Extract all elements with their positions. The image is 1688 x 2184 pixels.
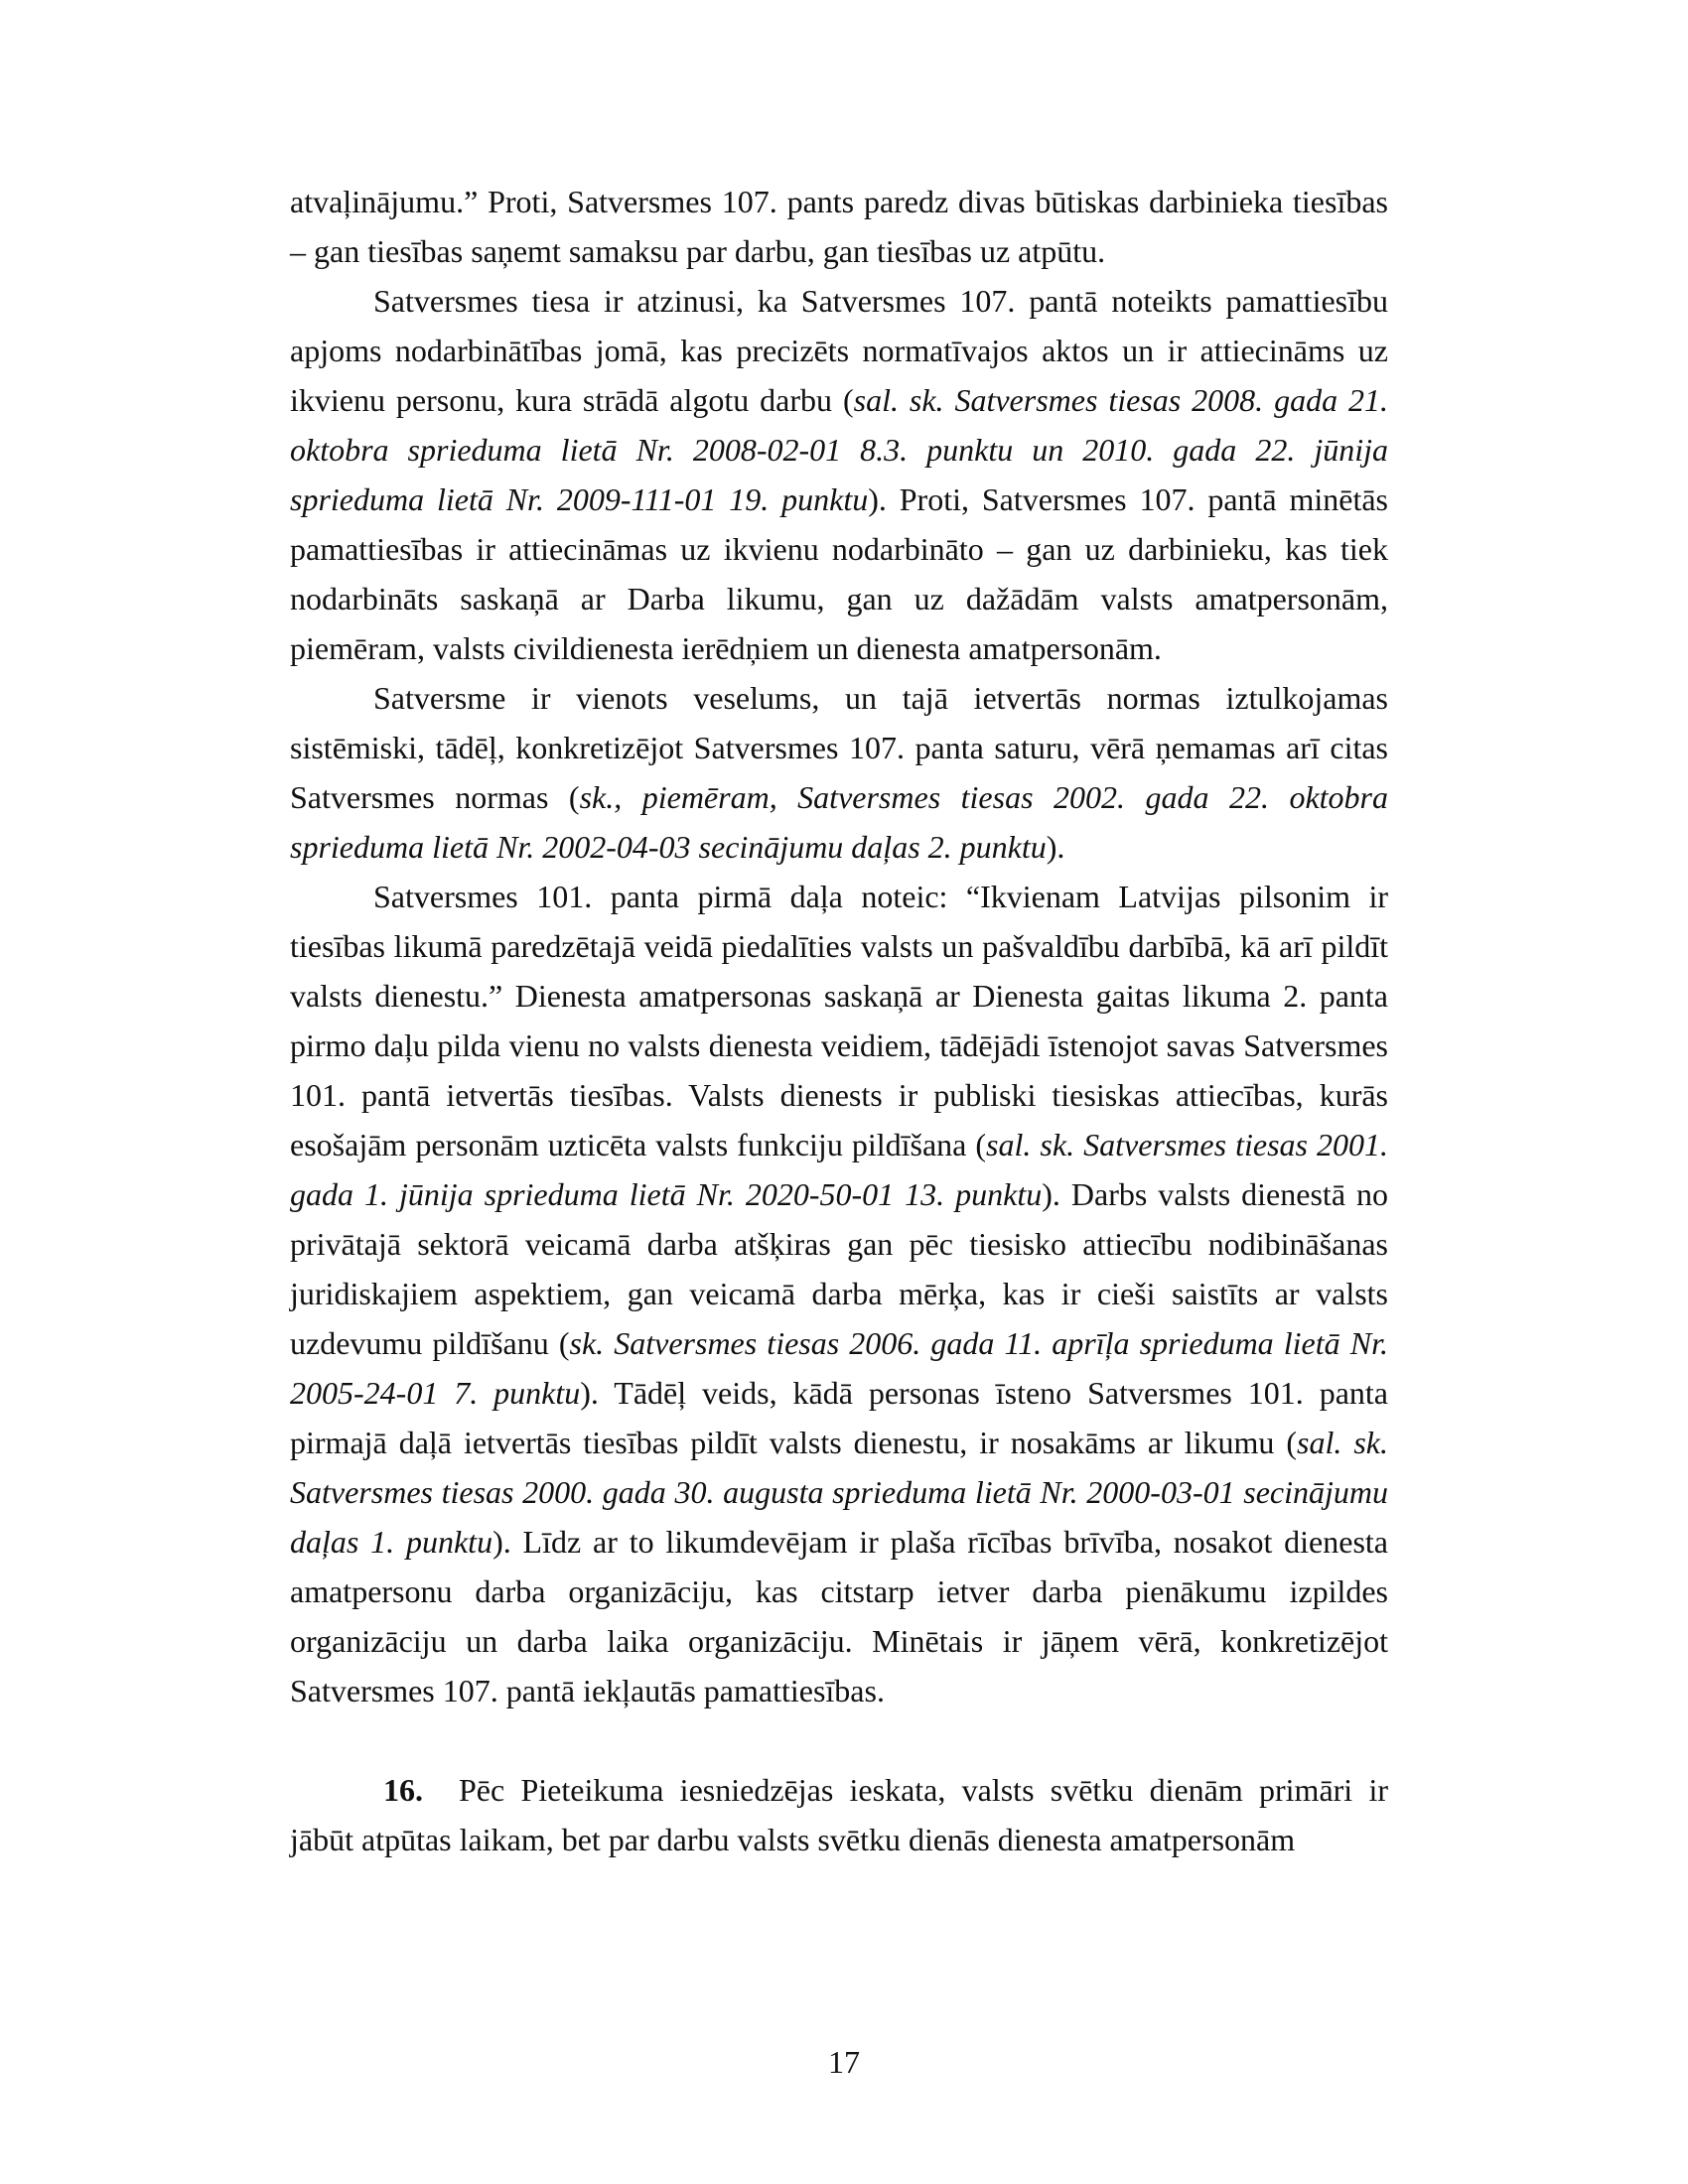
- citation: sk., piemēram, Satversmes tiesas 2002. gada 22. oktobra sprieduma lietā Nr. 2002-04-03 secinājumu daļas 2. punktu: [290, 779, 1388, 865]
- citation: sk. Satversmes tiesas 2006. gada 11. aprīļa sprieduma lietā Nr. 2005-24-01 7. punktu: [290, 1325, 1389, 1411]
- section-16-text: Pēc Pieteikuma iesniedzējas ieskata, valsts svētku dienām primāri ir jābūt atpūtas laikam, bet par darbu valsts svētku dienās dienesta amatpersonām: [290, 1772, 1388, 1857]
- citation: sal. sk. Satversmes tiesas 2008. gada 21. oktobra sprieduma lietā Nr. 2008-02-01 8.3. punktu un 2010. gada 22. jūnija sprieduma lietā Nr. 2009-111-01 19. punktu: [290, 382, 1389, 517]
- citation: sal. sk. Satversmes tiesas 2001. gada 1. jūnija sprieduma lietā Nr. 2020-50-01 13. punktu: [290, 1127, 1388, 1212]
- paragraph-3: [290, 673, 1388, 872]
- section-16: [290, 1765, 1388, 1864]
- paragraph-1: [290, 177, 1388, 276]
- paragraph-3-text: Satversme ir vienots veselums, un tajā ietvertās normas iztulkojamas sistēmiski, tādēļ, konkretizējot Satversmes 107. panta saturu, vērā ņemamas arī citas Satversmes normas (: [290, 680, 1388, 815]
- paragraph-4-text: Satversmes 101. panta pirmā daļa noteic: “Ikvienam Latvijas pilsonim ir tiesības likumā paredzētajā veidā piedalīties valsts un pašvaldību darbībā, kā arī pildīt valsts dienestu.” Dienesta amatpersonas saskaņā ar Dienesta gaitas likuma 2. panta pirmo daļu pilda vienu no valsts dienesta veidiem, tādējādi īstenojot savas Satversmes 101. pantā ietvertās tiesības. Valsts dienests ir publiski tiesiskas attiecības, kurās esošajām personām uzticēta valsts funkciju pildīšana (: [290, 879, 1388, 1162]
- paragraph-2-text-cont: ). Proti, Satversmes 107. pantā minētās pamattiesības ir attiecināmas uz ikvienu nodarbināto – gan uz darbinieku, kas tiek nodarbināts saskaņā ar Darba likumu, gan uz dažādām valsts amatpersonām, piemēram, valsts civildienesta ierēdņiem un dienesta amatpersonām.: [290, 481, 1389, 666]
- paragraph-4-text-cont: ). Darbs valsts dienestā no privātajā sektorā veicamā darba atšķiras gan pēc tiesisko attiecību nodibināšanas juridiskajiem aspektiem, gan veicamā darba mērķa, kas ir cieši saistīts ar valsts uzdevumu pildīšanu (: [290, 1176, 1389, 1361]
- section-number: 16.: [383, 1772, 423, 1808]
- paragraph-2-text: Satversmes tiesa ir atzinusi, ka Satversmes 107. pantā noteikts pamattiesību apjoms nodarbinātības jomā, kas precizēts normatīvajos aktos un ir attiecināms uz ikvienu personu, kura strādā algotu darbu (: [290, 283, 1388, 418]
- document-body: [290, 177, 1388, 1864]
- paragraph-2: [290, 276, 1388, 673]
- paragraph-4: [290, 872, 1388, 1715]
- page-number: 17: [828, 2044, 860, 2080]
- paragraph-4-text-cont: ). Līdz ar to likumdevējam ir plaša rīcības brīvība, nosakot dienesta amatpersonu darba organizāciju, kas citstarp ietver darba pienākumu izpildes organizāciju un darba laika organizāciju. Minētais ir jāņem vērā, konkretizējot Satversmes 107. pantā iekļautās pamattiesības.: [290, 1524, 1389, 1708]
- citation: sal. sk. Satversmes tiesas 2000. gada 30. augusta sprieduma lietā Nr. 2000-03-01 secinājumu daļas 1. punktu: [290, 1425, 1389, 1560]
- paragraph-4-text-cont: ). Tādēļ veids, kādā personas īsteno Satversmes 101. panta pirmajā daļā ietvertās tiesības pildīt valsts dienestu, ir nosakāms ar likumu (: [290, 1375, 1389, 1460]
- paragraph-1-text: atvaļinājumu.” Proti, Satversmes 107. pants paredz divas būtiskas darbinieka tiesības – gan tiesības saņemt samaksu par darbu, gan tiesības uz atpūtu.: [290, 184, 1388, 269]
- paragraph-3-text-cont: ).: [1046, 829, 1065, 865]
